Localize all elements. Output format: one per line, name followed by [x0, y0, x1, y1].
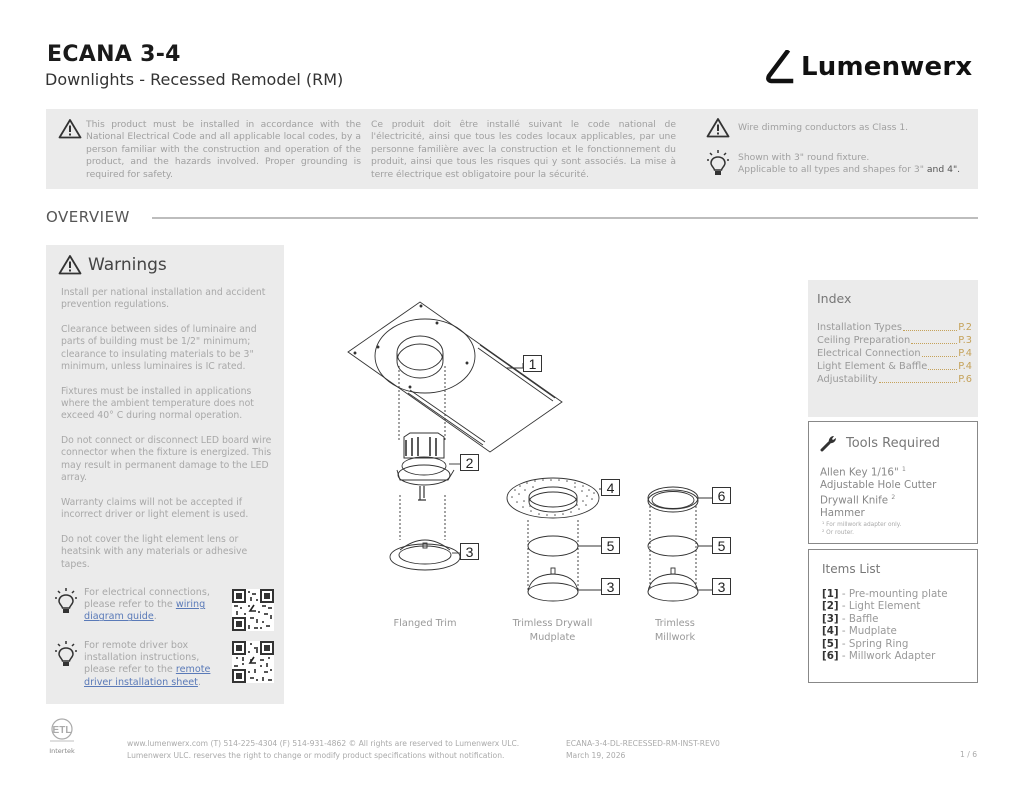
- remote-ref-end: .: [197, 676, 202, 688]
- warning-item: Clearance between sides of luminaire and parts of building must be 1/2" minimum; clearance to insulating materials to be 3" minimum, unless luminaires is IC rated.: [61, 324, 257, 372]
- lightbulb-icon: [706, 149, 730, 177]
- dimming-note: [706, 117, 908, 138]
- section-title: OVERVIEW: [46, 208, 130, 226]
- index-panel: [808, 280, 978, 417]
- index-entry[interactable]: [817, 360, 972, 373]
- warnings-title: Warnings: [88, 254, 167, 275]
- shown-line-2-emph: and 4".: [923, 164, 961, 175]
- item-label: - Baffle: [838, 612, 879, 625]
- page-number: 1 / 6: [960, 750, 978, 759]
- callout-5: 5: [601, 537, 620, 554]
- footer-contact: [127, 738, 519, 762]
- index-page: P.2: [958, 322, 972, 333]
- footnote-marker: 2: [891, 493, 896, 501]
- exploded-diagram: [340, 290, 750, 650]
- wiring-reference: [54, 587, 224, 624]
- tools-footnote-1: ¹ For millwork adapter only.: [822, 522, 902, 528]
- warning-icon: [706, 117, 730, 138]
- tool-label: Allen Key 1/16": [820, 466, 899, 479]
- index-entry[interactable]: [817, 321, 972, 334]
- exploded-view-illustration: [340, 290, 750, 610]
- caption-millwork-line2: Millwork: [654, 632, 696, 643]
- warning-item: Warranty claims will not be accepted if incorrect driver or light element is used.: [61, 496, 249, 521]
- item-label: - Spring Ring: [838, 637, 909, 650]
- tools-footnote-2: ² Or router.: [822, 529, 854, 536]
- caption-drywall: [495, 617, 610, 645]
- mounting-plate-shape: [348, 302, 562, 452]
- warning-icon: [58, 118, 82, 139]
- warning-icon: [58, 254, 82, 275]
- cert-label: Intertek: [49, 747, 75, 755]
- footer-document-info: [566, 738, 720, 762]
- item-number: [3]: [822, 612, 839, 625]
- callout-2: 2: [460, 454, 479, 471]
- warning-item: Do not connect or disconnect LED board wire connector when the fixture is energized. This may result in permanent damage to the LED array.: [61, 435, 272, 484]
- notice-french: Ce produit doit être installé suivant le code national de l'électricité, ainsi que tous les codes locaux applicables, par une personne familière avec la construction et le fonctionnement du produit, ainsi que tous les risques qui y sont associés. La mise à terre électrique est obligatoire pour la sécurité.: [371, 119, 676, 180]
- callout-3: 3: [460, 543, 479, 560]
- footer-disclaimer: Lumenwerx ULC. reserves the right to change or modify product specifications without notification.: [127, 751, 505, 760]
- callout-4: 4: [601, 479, 620, 496]
- index-entry[interactable]: [817, 347, 972, 360]
- items-list-entry: [822, 613, 948, 625]
- item-label: - Millwork Adapter: [838, 650, 936, 663]
- shown-line-1: Shown with 3" round fixture.: [738, 152, 870, 163]
- document-date: March 19, 2026: [566, 751, 626, 760]
- shown-line-2: Applicable to all types and shapes for 3": [738, 164, 924, 175]
- callout-6: 6: [712, 487, 731, 504]
- items-list-entry: [822, 588, 948, 600]
- shown-note: [706, 149, 960, 177]
- tool-item: Adjustable Hole Cutter: [820, 479, 937, 492]
- callout-5: 5: [712, 537, 731, 554]
- index-label: Installation Types: [817, 322, 902, 333]
- tool-item: [820, 464, 936, 479]
- callout-3: 3: [601, 578, 620, 595]
- items-list-panel: [808, 549, 978, 683]
- footer-contact-line: www.lumenwerx.com (T) 514-225-4304 (F) 514-931-4862 © All rights are reserved to Lumenwerx ULC.: [127, 739, 520, 748]
- item-number: [2]: [822, 600, 839, 613]
- index-page: P.6: [958, 374, 972, 386]
- document-title: ECANA 3-4: [47, 42, 181, 67]
- item-label: - Light Element: [838, 600, 921, 613]
- item-number: [4]: [822, 625, 839, 638]
- index-entry[interactable]: [817, 334, 972, 347]
- lightbulb-icon: [54, 640, 78, 668]
- item-label: - Pre-mounting plate: [838, 588, 948, 600]
- qr-code-wiring[interactable]: [232, 589, 274, 631]
- brand-name: Lumenwerx: [801, 52, 973, 82]
- index-label: Adjustability: [817, 374, 878, 386]
- item-label: - Mudplate: [838, 625, 897, 638]
- dimming-text: Wire dimming conductors as Class 1.: [738, 121, 909, 133]
- caption-millwork: [625, 617, 725, 645]
- notice-english: This product must be installed in accordance with the National Electrical Code and all applicable local codes, by a person familiar with the construction and operation of the product, and the hazards involved. Proper grounding is required for safety.: [86, 119, 361, 180]
- tool-label: Drywall Knife: [820, 494, 889, 507]
- callout-1: 1: [523, 355, 542, 372]
- index-label: Electrical Connection: [817, 348, 921, 360]
- plate-flange-circle: [375, 319, 475, 393]
- wiring-ref-end: .: [153, 611, 157, 623]
- index-label: Ceiling Preparation: [817, 335, 911, 347]
- caption-drywall-line2: Mudplate: [529, 632, 576, 643]
- section-divider: [152, 217, 978, 219]
- remote-ref-text: For remote driver box installation instructions, please refer to the: [84, 640, 200, 676]
- caption-millwork-line1: Trimless: [655, 618, 695, 629]
- safety-notice-banner: [46, 109, 978, 189]
- warnings-panel: [46, 245, 284, 704]
- callout-3: 3: [712, 578, 731, 595]
- wiring-diagram-link[interactable]: wiring diagram guide: [84, 599, 206, 623]
- document-code: ECANA-3-4-DL-RECESSED-RM-INST-REV0: [566, 739, 720, 748]
- items-list-entry: [822, 625, 948, 637]
- remote-driver-link[interactable]: remote driver installation sheet: [84, 664, 211, 688]
- footnote-marker: 1: [901, 466, 906, 473]
- index-page: P.4: [958, 348, 972, 360]
- items-list-entry: [822, 638, 948, 650]
- items-list-entry: [822, 600, 948, 612]
- svg-text:ETL: ETL: [52, 725, 72, 736]
- tools-title: Tools Required: [846, 435, 941, 451]
- tool-item: Hammer: [820, 506, 865, 519]
- warning-item: Install per national installation and accident prevention regulations.: [61, 287, 266, 311]
- qr-code-remote-driver[interactable]: [232, 641, 274, 683]
- index-title: Index: [817, 291, 852, 306]
- lumenwerx-logo-icon: [765, 50, 795, 84]
- warning-item: Fixtures must be installed in applications where the ambient temperature does not exceed 40° C during normal operation.: [61, 385, 254, 422]
- index-entry[interactable]: [817, 373, 972, 386]
- document-subtitle: Downlights - Recessed Remodel (RM): [45, 70, 344, 89]
- item-number: [5]: [822, 637, 839, 650]
- wiring-ref-text: For electrical connections, please refer to the: [84, 587, 210, 611]
- warning-item: Do not cover the light element lens or heatsink with any materials or adhesive tapes.: [61, 533, 248, 570]
- etl-certification-mark: [44, 717, 80, 755]
- item-number: [1]: [822, 588, 839, 600]
- remote-driver-reference: [54, 640, 224, 689]
- index-label: Light Element & Baffle: [817, 361, 928, 373]
- caption-flanged-trim: Flanged Trim: [393, 618, 457, 629]
- etl-logo-icon: [47, 717, 77, 743]
- lightbulb-icon: [54, 587, 78, 615]
- wrench-icon: [820, 434, 838, 452]
- items-list-entry: [822, 650, 948, 662]
- tools-required-panel: [808, 421, 978, 544]
- tool-item: [820, 492, 936, 507]
- index-page: P.3: [958, 335, 972, 347]
- items-list-title: Items List: [822, 562, 881, 576]
- index-page: P.4: [958, 361, 972, 373]
- caption-drywall-line1: Trimless Drywall: [512, 618, 593, 629]
- brand-logo: [765, 50, 972, 84]
- item-number: [6]: [822, 650, 839, 663]
